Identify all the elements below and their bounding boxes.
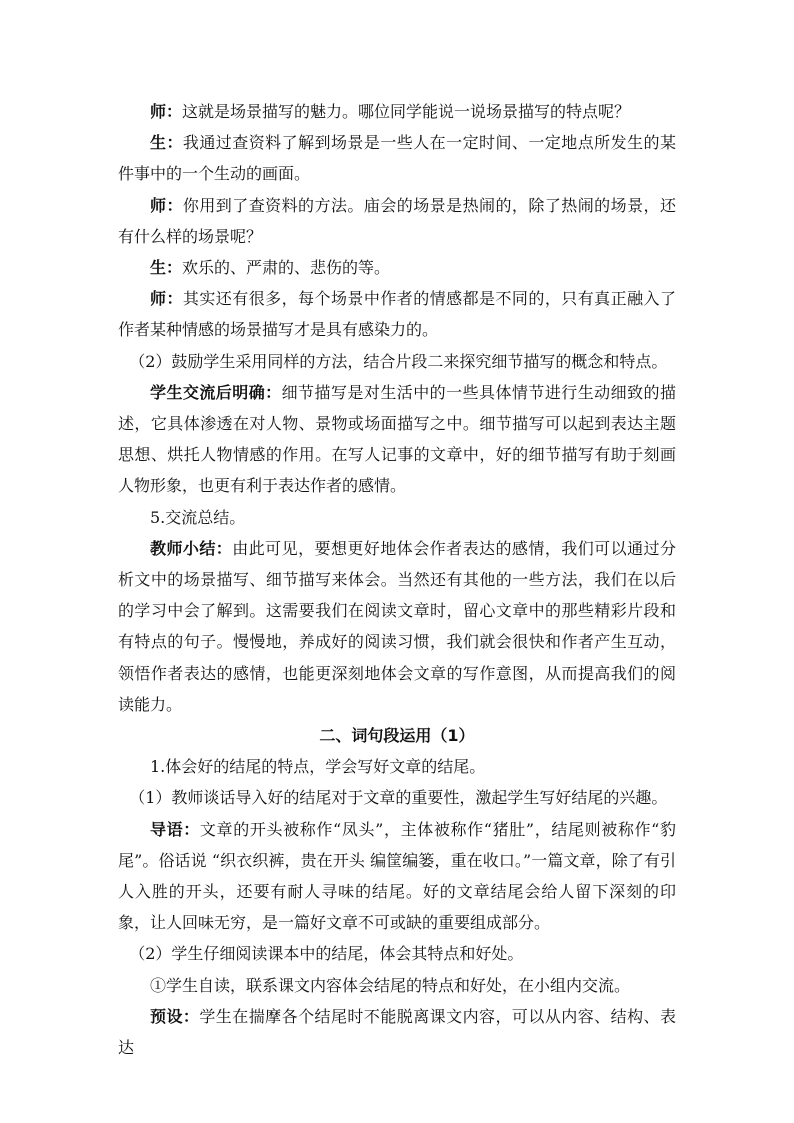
section-heading: 二、词句段运用（1） [319, 726, 475, 746]
paragraph-text: 文章的开头被称作“凤头”，主体被称作“猪肚”，结尾则被称作“豹尾”。俗话说 “织衣织裤，贵在开头 编筐编篓，重在收口。”一篇文章，除了有引人入胜的开头，还要有耐人寻味的结尾。好的文章结尾会给人留下深刻的印象，让人回味无穷，是一篇好文章不可或缺的重要组成部分。 [118, 819, 676, 933]
speaker-tag: 师： [150, 289, 183, 309]
paragraph-text: 学生在揣摩各个结尾时不能脱离课文内容，可以从内容、结构、表达 [118, 1006, 676, 1058]
paragraph-text: 1.体会好的结尾的特点，学会写好文章的结尾。 [150, 757, 486, 777]
paragraph-10 [118, 751, 676, 782]
paragraph-11 [118, 782, 676, 813]
paragraph-text: （1）教师谈话导入好的结尾对于文章的重要性，激起学生写好结尾的兴趣。 [129, 788, 668, 808]
paragraph-text: ①学生自读，联系课文内容体会结尾的特点和好处，在小组内交流。 [150, 975, 631, 995]
paragraph-text: 细节描写是对生活中的一些具体情节进行生动细致的描述，它具体渗透在对人物、景物或场面描写之中。细节描写可以起到表达主题思想、烘托人物情感的作用。在写人记事的文章中，好的细节描写有助于刻画人物形象，也更有利于表达作者的感情。 [118, 382, 676, 496]
paragraph-text: 由此可见，要想更好地体会作者表达的感情，我们可以通过分析文中的场景描写、细节描写来体会。当然还有其他的一些方法，我们在以后的学习中会了解到。这需要我们在阅读文章时，留心文章中的那些精彩片段和有特点的句子。慢慢地，养成好的阅读习惯，我们就会很快和作者产生互动，领悟作者表达的感情，也能更深刻地体会文章的写作意图，从而提高我们的阅读能力。 [118, 538, 676, 714]
paragraph-14 [118, 970, 676, 1001]
paragraph-text: （2）鼓励学生采用同样的方法，结合片段二来探究细节描写的概念和特点。 [129, 351, 668, 371]
paragraph-text: 欢乐的、严肃的、悲伤的等。 [182, 258, 391, 278]
paragraph-1 [118, 96, 676, 127]
speaker-tag: 预设： [150, 1006, 200, 1026]
paragraph-12 [118, 814, 676, 939]
paragraph-6 [118, 346, 676, 377]
speaker-tag: 导语： [150, 819, 200, 839]
paragraph-7 [118, 377, 676, 502]
speaker-tag: 教师小结： [150, 538, 233, 558]
paragraph-text: 5.交流总结。 [150, 507, 246, 527]
speaker-tag: 学生交流后明确： [150, 382, 282, 402]
paragraph-4 [118, 252, 676, 283]
paragraph-13 [118, 938, 676, 969]
paragraph-text: 我通过查资料了解到场景是一些人在一定时间、一定地点所发生的某件事中的一个生动的画面。 [118, 133, 676, 184]
paragraph-text: 你用到了查资料的方法。庙会的场景是热闹的，除了热闹的场景，还有什么样的场景呢？ [118, 195, 676, 246]
paragraph-9 [118, 533, 676, 720]
speaker-tag: 生： [150, 258, 183, 278]
speaker-tag: 生： [150, 133, 183, 153]
paragraph-3 [118, 190, 676, 252]
paragraph-15 [118, 1001, 676, 1063]
paragraph-8 [118, 502, 676, 533]
paragraph-text: 这就是场景描写的魅力。哪位同学能说一说场景描写的特点呢？ [182, 102, 631, 121]
paragraph-text: 其实还有很多，每个场景中作者的情感都是不同的，只有真正融入了作者某种情感的场景描写才是具有感染力的。 [118, 289, 676, 340]
paragraph-text: （2）学生仔细阅读课本中的结尾，体会其特点和好处。 [129, 944, 524, 964]
speaker-tag: 师： [150, 195, 183, 215]
paragraph-2 [118, 127, 676, 189]
speaker-tag: 师： [150, 102, 183, 121]
paragraph-5 [118, 283, 676, 345]
